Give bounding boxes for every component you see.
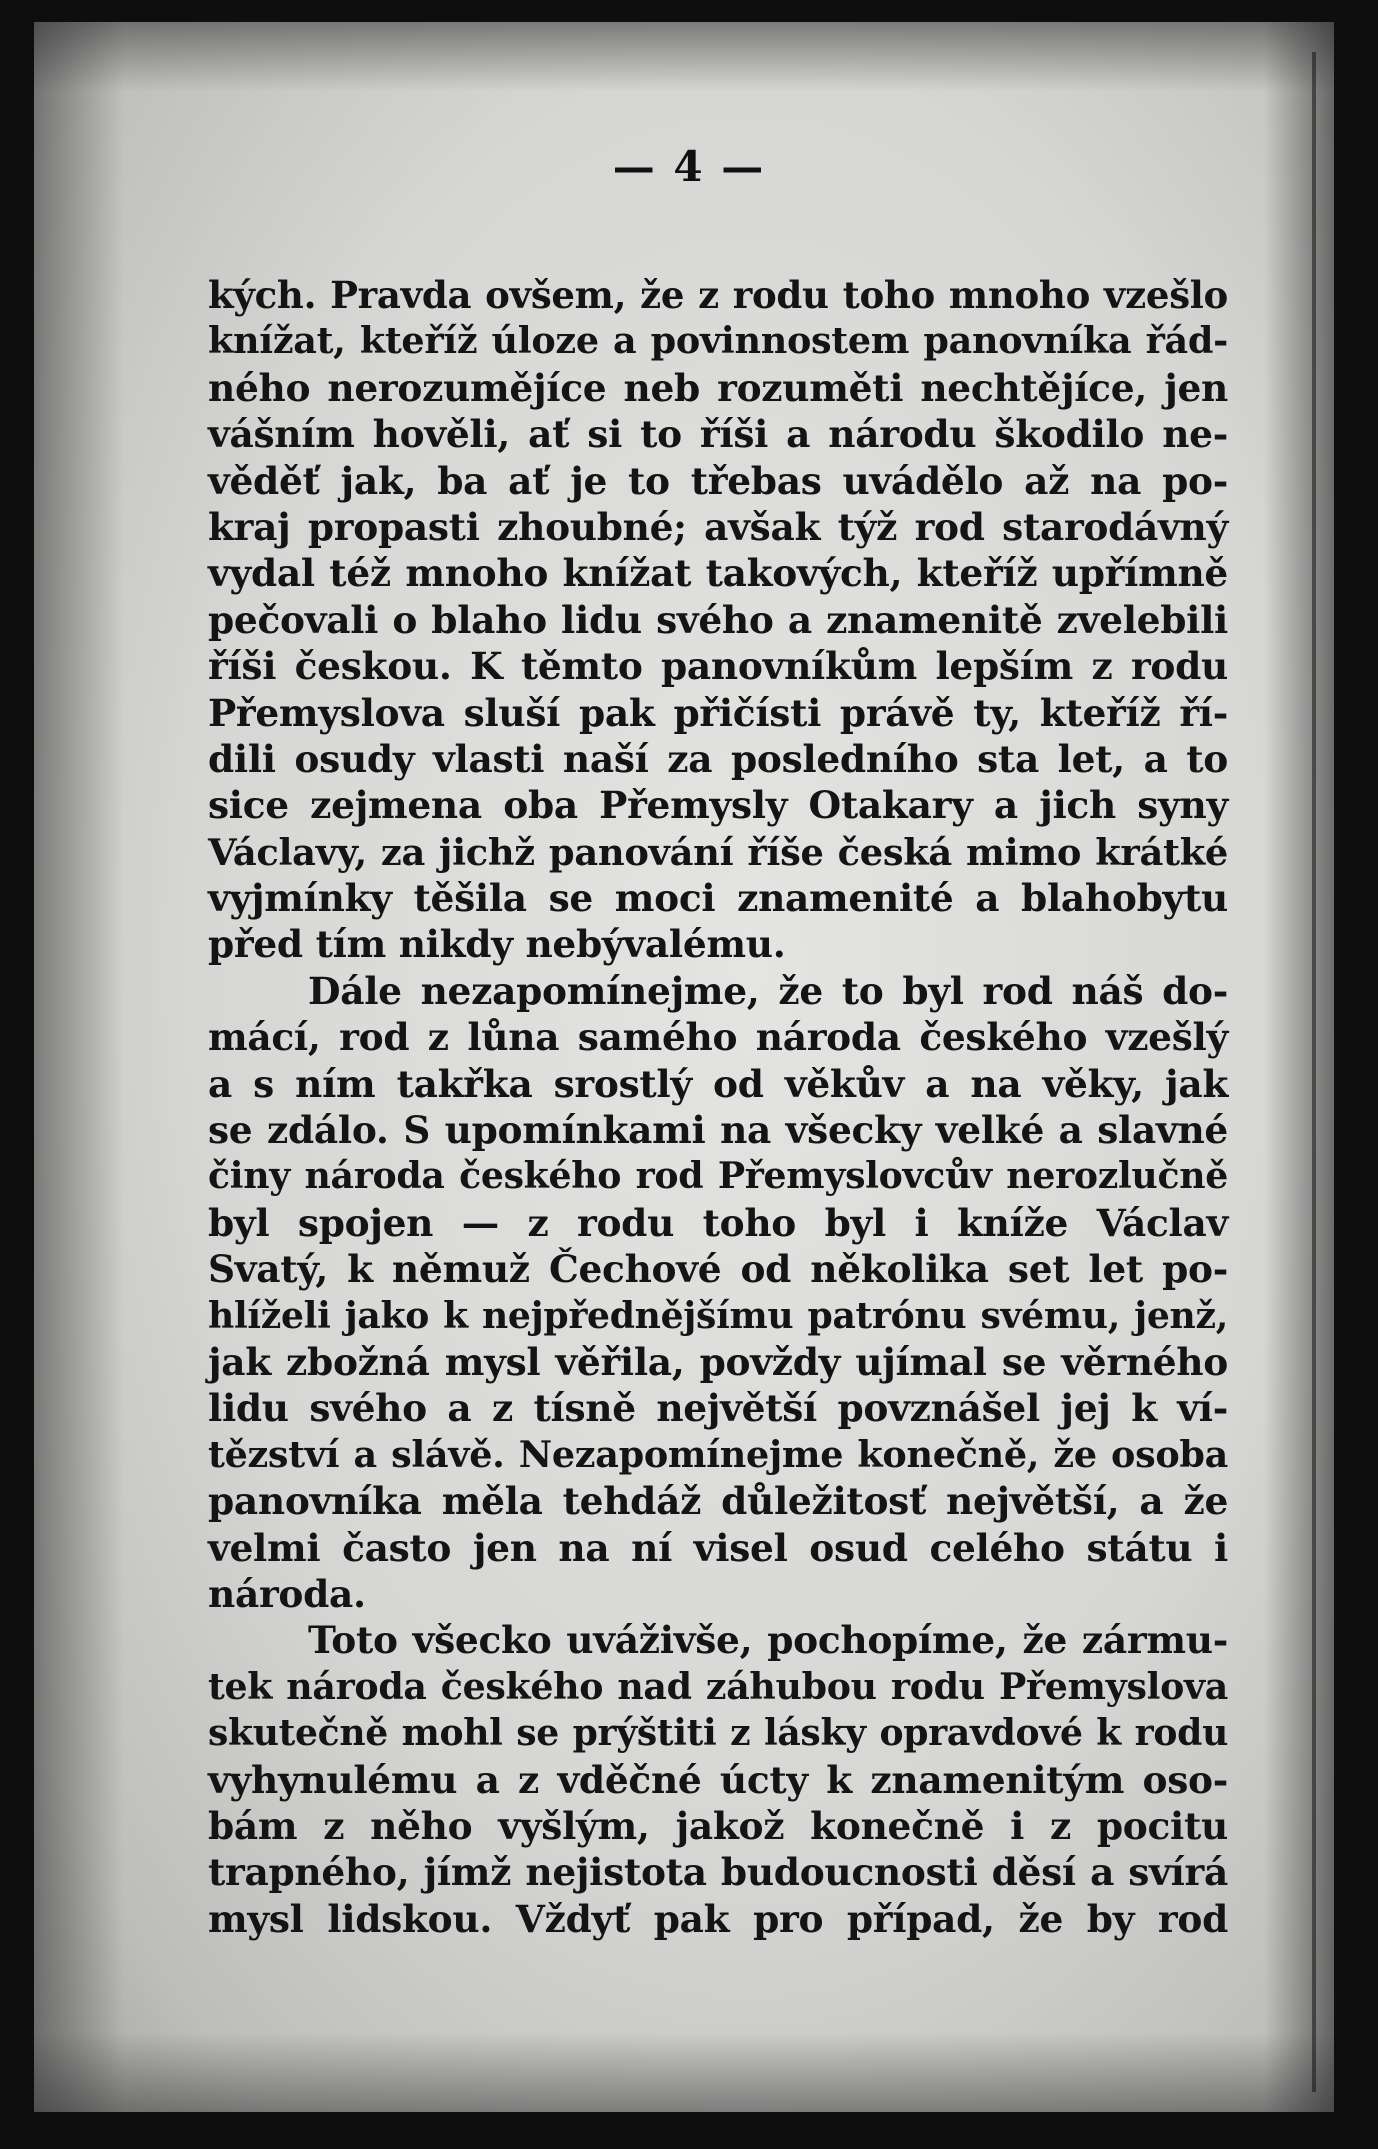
- text-line: byl spojen — z rodu toho byl i kníže Václav: [208, 1200, 1228, 1245]
- text-line: tězství a slávě. Nezapomínejme konečně, že osoba: [208, 1432, 1228, 1476]
- body-text: [208, 272, 1228, 1942]
- text-line: panovníka měla tehdáž důležitosť největší, a že: [208, 1479, 1228, 1524]
- text-line: vyjmínky těšila se moci znamenité a blahobytu: [208, 876, 1228, 921]
- text-line: vydal též mnoho knížat takových, kteříž upřímně: [208, 551, 1228, 596]
- text-line: vyhynulému a z vděčné úcty k znamenitým oso-: [208, 1757, 1228, 1802]
- page-number: — 4 —: [612, 142, 766, 191]
- text-line: velmi často jen na ní visel osud celého státu i: [208, 1525, 1228, 1570]
- text-line: knížat, kteříž úloze a povinnostem panovníka řád-: [208, 319, 1228, 363]
- text-line: národa.: [208, 1571, 366, 1616]
- text-line: kých. Pravda ovšem, že z rodu toho mnoho vzešlo: [208, 273, 1228, 317]
- page-fold-line: [1312, 52, 1316, 2092]
- text-line: tek národa českého nad záhubou rodu Přemyslova: [208, 1664, 1228, 1708]
- text-line: jak zbožná mysl věřila, povždy ujímal se věrného: [208, 1339, 1228, 1384]
- text-line: před tím nikdy nebývalému.: [208, 922, 786, 967]
- page-shadow-left: [34, 22, 124, 2112]
- text-line: sice zejmena oba Přemysly Otakary a jich syny: [208, 783, 1228, 828]
- text-line: Svatý, k němuž Čechové od několika set let po-: [208, 1247, 1228, 1292]
- text-line: říši českou. K těmto panovníkům lepším z rodu: [208, 644, 1228, 689]
- page-shadow-top: [34, 22, 1334, 92]
- text-line: mácí, rod z lůna samého národa českého vzešlý: [208, 1015, 1228, 1060]
- text-line: a s ním takřka srostlý od věkův a na věky, jak: [208, 1061, 1228, 1106]
- text-line: se zdálo. S upomínkami na všecky velké a slavné: [208, 1108, 1228, 1153]
- text-line: trapného, jímž nejistota budoucnosti děsí a svírá: [208, 1850, 1228, 1895]
- text-line: věděť jak, ba ať je to třebas uvádělo až na po-: [208, 458, 1228, 503]
- text-line: Přemyslova sluší pak přičísti právě ty, kteříž ří-: [208, 690, 1228, 735]
- text-line: Dále nezapomínejme, že to byl rod náš do-: [308, 968, 1228, 1013]
- text-line: Václavy, za jichž panování říše česká mimo krátké: [208, 829, 1228, 874]
- text-line: vášním hověli, ať si to říši a národu škodilo ne-: [208, 412, 1228, 457]
- page-shadow-right: [1264, 22, 1334, 2112]
- text-line: činy národa českého rod Přemyslovcův nerozlučně: [208, 1154, 1228, 1198]
- text-line: pečovali o blaho lidu svého a znamenitě zvelebili: [208, 597, 1228, 642]
- text-line: dili osudy vlasti naší za posledního sta let, a to: [208, 736, 1228, 781]
- text-line: hlíželi jako k nejpřednějšímu patrónu svému, jenž,: [208, 1293, 1228, 1337]
- text-line: Toto všecko uváživše, pochopíme, že zármu-: [308, 1618, 1228, 1663]
- text-line: skutečně mohl se prýštiti z lásky opravdové k rodu: [208, 1711, 1228, 1755]
- page-shadow-bottom: [34, 2032, 1334, 2112]
- text-line: lidu svého a z tísně největší povznášel jej k ví-: [208, 1386, 1228, 1431]
- text-line: ného nerozumějíce neb rozuměti nechtějíce, jen: [208, 365, 1228, 410]
- text-line: mysl lidskou. Vždyť pak pro případ, že by rod: [208, 1896, 1228, 1941]
- text-line: kraj propasti zhoubné; avšak týž rod starodávný: [208, 504, 1228, 549]
- text-line: bám z něho vyšlým, jakož konečně i z pocitu: [208, 1803, 1228, 1848]
